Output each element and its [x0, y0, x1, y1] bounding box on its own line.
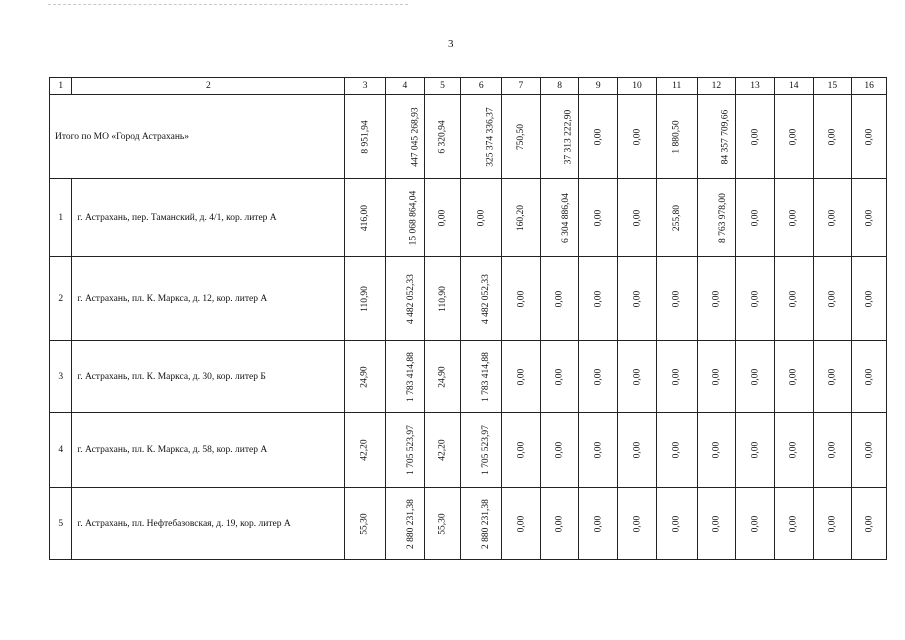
- value-cell: [461, 341, 502, 413]
- value-cell: [736, 488, 775, 560]
- value-cell: [774, 95, 813, 179]
- value-cell: [385, 413, 424, 488]
- value-text: 160,20: [515, 204, 526, 231]
- table-row: [50, 413, 887, 488]
- value-text: 0,00: [711, 515, 722, 532]
- value-cell: [813, 95, 852, 179]
- column-number-cell: 12: [697, 78, 736, 95]
- value-text: 0,00: [515, 290, 526, 307]
- column-number-cell: 2: [72, 78, 345, 95]
- value-text: 0,00: [593, 368, 604, 385]
- value-cell: [461, 488, 502, 560]
- value-cell: [385, 488, 424, 560]
- value-text: 0,00: [631, 368, 642, 385]
- value-cell: [813, 341, 852, 413]
- value-text: 0,00: [631, 515, 642, 532]
- value-text: 0,00: [711, 441, 722, 459]
- value-cell: [345, 95, 386, 179]
- value-cell: [540, 179, 579, 257]
- value-text: 255,80: [671, 204, 682, 231]
- value-text: 1 783 414,88: [481, 351, 492, 402]
- value-cell: [852, 413, 887, 488]
- value-text: 0,00: [864, 368, 875, 385]
- value-text: 84 357 709,66: [719, 109, 730, 164]
- value-cell: [540, 341, 579, 413]
- value-text: 0,00: [864, 441, 875, 459]
- value-text: 24,90: [360, 365, 371, 388]
- row-number-cell: 3: [50, 341, 72, 413]
- value-text: 0,00: [827, 441, 838, 459]
- value-cell: [345, 341, 386, 413]
- value-cell: [540, 413, 579, 488]
- value-text: 0,00: [711, 368, 722, 385]
- value-text: 110,90: [437, 285, 448, 312]
- value-cell: [852, 341, 887, 413]
- value-text: 416,00: [360, 204, 371, 231]
- value-cell: [736, 95, 775, 179]
- value-cell: [540, 95, 579, 179]
- column-number-cell: 1: [50, 78, 72, 95]
- value-text: 0,00: [788, 209, 799, 226]
- value-cell: [774, 413, 813, 488]
- value-cell: [852, 179, 887, 257]
- row-number-cell: 4: [50, 413, 72, 488]
- value-text: 1 783 414,88: [405, 351, 416, 402]
- data-table: [49, 77, 887, 560]
- value-text: 0,00: [788, 515, 799, 532]
- row-number-cell: 1: [50, 179, 72, 257]
- value-cell: [579, 257, 618, 341]
- value-cell: [774, 179, 813, 257]
- value-text: 0,00: [750, 368, 761, 385]
- value-cell: [656, 413, 697, 488]
- value-text: 0,00: [827, 209, 838, 226]
- value-cell: [540, 488, 579, 560]
- value-text: 4 482 052,33: [481, 273, 492, 324]
- value-cell: [579, 95, 618, 179]
- value-text: 0,00: [788, 290, 799, 307]
- value-text: 37 313 222,90: [563, 109, 574, 164]
- value-text: 0,00: [864, 209, 875, 226]
- value-cell: [502, 257, 541, 341]
- value-cell: [385, 179, 424, 257]
- value-text: 1 705 523,97: [405, 425, 416, 475]
- value-text: 0,00: [864, 515, 875, 532]
- value-text: 0,00: [788, 368, 799, 385]
- column-number-cell: 5: [424, 78, 461, 95]
- value-cell: [697, 341, 736, 413]
- value-cell: [618, 341, 657, 413]
- total-row: [50, 95, 887, 179]
- value-cell: [502, 341, 541, 413]
- value-cell: [345, 179, 386, 257]
- row-number-cell: 5: [50, 488, 72, 560]
- address-cell: г. Астрахань, пл. К. Маркса, д. 58, кор. литер А: [72, 413, 345, 488]
- value-text: 0,00: [671, 368, 682, 385]
- value-text: 0,00: [671, 515, 682, 532]
- value-cell: [345, 257, 386, 341]
- row-number-cell: 2: [50, 257, 72, 341]
- table-row: [50, 257, 887, 341]
- value-text: 6 304 886,04: [560, 192, 571, 243]
- value-text: 0,00: [750, 209, 761, 226]
- value-cell: [385, 95, 424, 179]
- table-row: [50, 341, 887, 413]
- value-cell: [852, 488, 887, 560]
- value-cell: [424, 257, 461, 341]
- value-text: 0,00: [827, 368, 838, 385]
- scan-artifact: [48, 4, 408, 9]
- value-text: 110,90: [360, 285, 371, 312]
- value-cell: [618, 257, 657, 341]
- value-text: 8 951,94: [360, 119, 371, 154]
- value-cell: [502, 179, 541, 257]
- value-text: 0,00: [631, 128, 642, 145]
- page-number: 3: [448, 38, 454, 50]
- value-cell: [502, 488, 541, 560]
- value-cell: [656, 179, 697, 257]
- value-cell: [813, 179, 852, 257]
- value-text: 447 045 268,93: [410, 106, 421, 167]
- value-cell: [656, 257, 697, 341]
- value-cell: [461, 257, 502, 341]
- value-cell: [618, 413, 657, 488]
- value-text: 0,00: [554, 441, 565, 459]
- value-cell: [736, 413, 775, 488]
- value-text: 0,00: [631, 290, 642, 307]
- value-text: 2 880 231,38: [405, 498, 416, 549]
- value-cell: [813, 257, 852, 341]
- value-text: 15 068 864,04: [408, 190, 419, 245]
- value-text: 0,00: [593, 209, 604, 226]
- value-cell: [424, 413, 461, 488]
- value-text: 0,00: [593, 441, 604, 459]
- value-text: 4 482 052,33: [405, 273, 416, 324]
- value-cell: [656, 95, 697, 179]
- column-number-cell: 16: [852, 78, 887, 95]
- value-text: 2 880 231,38: [481, 498, 492, 549]
- address-cell: г. Астрахань, пл. Нефтебазовская, д. 19, кор. литер А: [72, 488, 345, 560]
- column-number-cell: 8: [540, 78, 579, 95]
- address-cell: г. Астрахань, пер. Таманский, д. 4/1, кор. литер А: [72, 179, 345, 257]
- value-cell: [813, 413, 852, 488]
- column-number-cell: 10: [618, 78, 657, 95]
- value-text: 0,00: [554, 290, 565, 307]
- table-row: [50, 488, 887, 560]
- value-cell: [424, 341, 461, 413]
- value-text: 0,00: [788, 441, 799, 459]
- value-text: 0,00: [750, 290, 761, 307]
- total-label-cell: Итого по МО «Город Астрахань»: [50, 95, 345, 179]
- value-text: 325 374 336,37: [486, 106, 497, 167]
- value-text: 0,00: [515, 515, 526, 532]
- value-cell: [697, 179, 736, 257]
- value-cell: [852, 257, 887, 341]
- value-text: 24,90: [437, 365, 448, 388]
- value-text: 750,50: [515, 123, 526, 150]
- column-number-cell: 9: [579, 78, 618, 95]
- value-text: 0,00: [864, 128, 875, 145]
- value-cell: [461, 179, 502, 257]
- value-cell: [618, 179, 657, 257]
- value-text: 0,00: [750, 128, 761, 145]
- column-number-cell: 11: [656, 78, 697, 95]
- value-cell: [852, 95, 887, 179]
- value-cell: [579, 488, 618, 560]
- value-cell: [502, 95, 541, 179]
- value-cell: [774, 488, 813, 560]
- value-text: 0,00: [750, 515, 761, 532]
- value-cell: [697, 257, 736, 341]
- header-row: [50, 78, 887, 95]
- value-text: 0,00: [750, 441, 761, 459]
- value-cell: [461, 95, 502, 179]
- column-number-cell: 15: [813, 78, 852, 95]
- value-cell: [736, 257, 775, 341]
- value-text: 0,00: [593, 290, 604, 307]
- value-text: 0,00: [554, 368, 565, 385]
- value-cell: [540, 257, 579, 341]
- value-cell: [345, 413, 386, 488]
- value-text: 42,20: [360, 439, 371, 461]
- value-cell: [697, 488, 736, 560]
- value-cell: [736, 341, 775, 413]
- column-number-cell: 4: [385, 78, 424, 95]
- value-text: 0,00: [864, 290, 875, 307]
- value-text: 0,00: [827, 515, 838, 532]
- value-text: 0,00: [515, 441, 526, 459]
- value-cell: [618, 95, 657, 179]
- value-cell: [385, 257, 424, 341]
- value-cell: [345, 488, 386, 560]
- value-cell: [697, 413, 736, 488]
- value-text: 0,00: [671, 290, 682, 307]
- value-text: 0,00: [515, 368, 526, 385]
- value-cell: [579, 413, 618, 488]
- value-text: 42,20: [437, 439, 448, 461]
- value-cell: [774, 341, 813, 413]
- value-cell: [424, 179, 461, 257]
- value-text: 6 320,94: [437, 119, 448, 154]
- column-number-cell: 6: [461, 78, 502, 95]
- value-cell: [502, 413, 541, 488]
- address-cell: г. Астрахань, пл. К. Маркса, д. 30, кор. литер Б: [72, 341, 345, 413]
- value-text: 0,00: [554, 515, 565, 532]
- value-cell: [579, 179, 618, 257]
- value-cell: [461, 413, 502, 488]
- table-row: [50, 179, 887, 257]
- value-text: 0,00: [593, 515, 604, 532]
- column-number-cell: 13: [736, 78, 775, 95]
- value-cell: [736, 179, 775, 257]
- value-cell: [618, 488, 657, 560]
- value-text: 55,30: [437, 512, 448, 535]
- value-cell: [774, 257, 813, 341]
- value-text: 0,00: [476, 209, 487, 226]
- value-text: 0,00: [711, 290, 722, 307]
- value-text: 0,00: [631, 209, 642, 226]
- column-number-cell: 7: [502, 78, 541, 95]
- address-cell: г. Астрахань, пл. К. Маркса, д. 12, кор. литер А: [72, 257, 345, 341]
- value-text: 0,00: [437, 209, 448, 226]
- value-text: 55,30: [360, 512, 371, 535]
- column-number-cell: 14: [774, 78, 813, 95]
- value-text: 0,00: [788, 128, 799, 145]
- value-text: 1 880,50: [671, 119, 682, 154]
- column-number-cell: 3: [345, 78, 386, 95]
- value-text: 0,00: [827, 290, 838, 307]
- value-text: 0,00: [593, 128, 604, 145]
- value-cell: [813, 488, 852, 560]
- value-text: 0,00: [631, 441, 642, 459]
- value-cell: [424, 488, 461, 560]
- value-cell: [697, 95, 736, 179]
- value-cell: [424, 95, 461, 179]
- value-cell: [579, 341, 618, 413]
- value-cell: [656, 488, 697, 560]
- value-text: 8 763 978,00: [717, 192, 728, 243]
- value-cell: [656, 341, 697, 413]
- value-text: 0,00: [827, 128, 838, 145]
- value-cell: [385, 341, 424, 413]
- value-text: 0,00: [671, 441, 682, 459]
- value-text: 1 705 523,97: [481, 425, 492, 475]
